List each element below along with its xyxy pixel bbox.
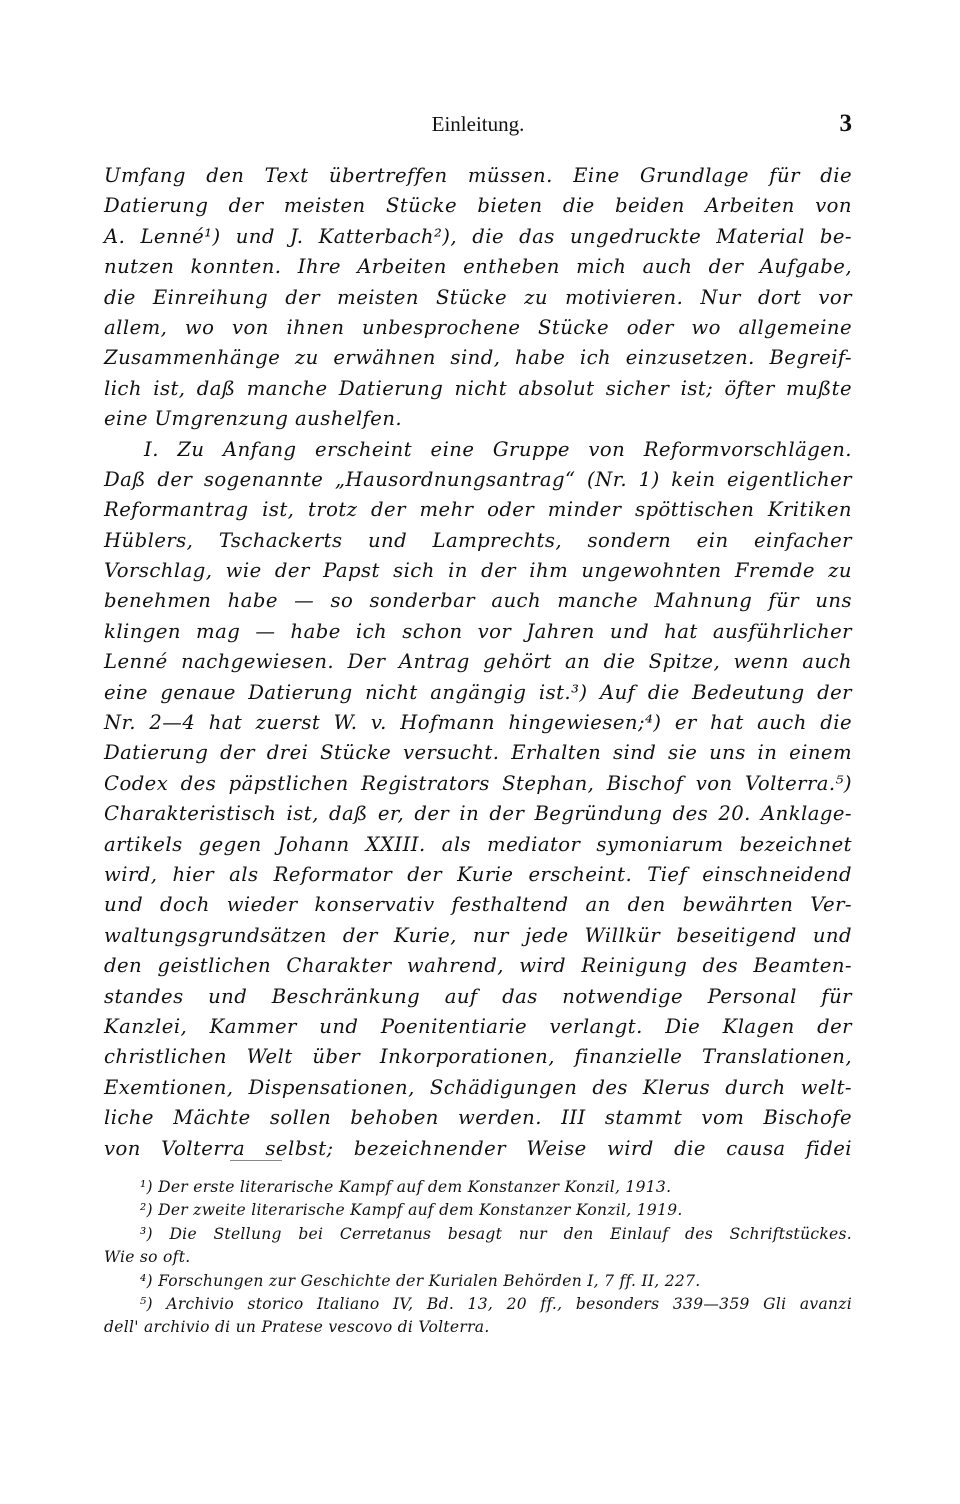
- body-line: von Volterra selbst; bezeichnender Weise wird die causa fidei: [104, 1136, 852, 1160]
- body-line: Datierung der drei Stücke versucht. Erhalten sind sie uns in einem: [104, 741, 852, 765]
- body-text: [104, 161, 852, 1164]
- body-line: Umfang den Text übertreffen müssen. Eine Grundlage für die: [104, 164, 852, 187]
- body-line: klingen mag — habe ich schon vor Jahren und hat ausführlicher: [104, 619, 852, 643]
- footnote-rule: [230, 1160, 282, 1161]
- body-line: Reformantrag ist, trotz der mehr oder minder spöttischen Kritiken: [104, 498, 852, 522]
- footnotes: [104, 1176, 852, 1340]
- body-line: benehmen habe — so sonderbar auch manche Mahnung für uns: [104, 589, 852, 613]
- body-line: Exemtionen, Dispensationen, Schädigungen des Klerus durch welt-: [104, 1075, 852, 1099]
- footnote-4: ⁴) Forschungen zur Geschichte der Kurialen Behörden I, 7 ff. II, 227.: [140, 1271, 701, 1290]
- body-line: eine Umgrenzung aushelfen.: [104, 407, 403, 431]
- body-line: wird, hier als Reformator der Kurie erscheint. Tief einschneidend: [104, 862, 852, 886]
- running-title: Einleitung.: [431, 112, 525, 136]
- body-line: artikels gegen Johann XXIII. als mediator symoniarum bezeichnet: [104, 832, 852, 856]
- footnote-3: ³) Die Stellung bei Cerretanus besagt nur den Einlauf des Schriftstückes.: [140, 1224, 852, 1243]
- body-line: Vorschlag, wie der Papst sich in der ihm ungewohnten Fremde zu: [104, 559, 852, 583]
- body-line: standes und Beschränkung auf das notwendige Personal für: [104, 984, 852, 1008]
- body-line: A. Lenné¹) und J. Katterbach²), die das ungedruckte Material be-: [104, 224, 852, 248]
- body-line: den geistlichen Charakter wahrend, wird Reinigung des Beamten-: [104, 954, 852, 978]
- running-head: [104, 110, 852, 144]
- body-line: Kanzlei, Kammer und Poenitentiarie verlangt. Die Klagen der: [104, 1014, 852, 1038]
- body-line: allem, wo von ihnen unbesprochene Stücke oder wo allgemeine: [104, 315, 852, 339]
- footnote-5-continued: dell' archivio di un Pratese vescovo di Volterra.: [104, 1318, 490, 1337]
- footnote-3-continued: Wie so oft.: [104, 1248, 191, 1267]
- body-line: Datierung der meisten Stücke bieten die beiden Arbeiten von: [104, 194, 852, 218]
- body-line: und doch wieder konservativ festhaltend an den bewährten Ver-: [104, 893, 852, 917]
- body-line: Zusammenhänge zu erwähnen sind, habe ich einzusetzen. Begreif-: [104, 346, 852, 370]
- page-number: 3: [839, 110, 852, 137]
- body-line: Daß der sogenannte „Hausordnungsantrag“ (Nr. 1) kein eigentlicher: [104, 467, 852, 491]
- body-line: Hüblers, Tschackerts und Lamprechts, sondern ein einfacher: [104, 528, 852, 552]
- body-line: eine genaue Datierung nicht angängig ist.³) Auf die Bedeutung der: [104, 680, 852, 704]
- body-line: christlichen Welt über Inkorporationen, finanzielle Translationen,: [104, 1045, 852, 1069]
- body-line: Charakteristisch ist, daß er, der in der Begründung des 20. Anklage-: [104, 802, 852, 826]
- footnote-1: ¹) Der erste literarische Kampf auf dem Konstanzer Konzil, 1913.: [140, 1178, 672, 1196]
- body-line: nutzen konnten. Ihre Arbeiten entheben mich auch der Aufgabe,: [104, 255, 852, 279]
- footnote-5: ⁵) Archivio storico Italiano IV, Bd. 13, 20 ff., besonders 339—359 Gli avanzi: [140, 1294, 852, 1313]
- body-line: Lenné nachgewiesen. Der Antrag gehört an die Spitze, wenn auch: [104, 650, 852, 674]
- body-line: lich ist, daß manche Datierung nicht absolut sicher ist; öfter mußte: [104, 376, 852, 400]
- body-line: Nr. 2—4 hat zuerst W. v. Hofmann hingewiesen;⁴) er hat auch die: [104, 711, 852, 735]
- body-line: liche Mächte sollen behoben werden. III stammt vom Bischofe: [104, 1106, 852, 1130]
- body-line: Codex des päpstlichen Registrators Stephan, Bischof von Volterra.⁵): [104, 771, 852, 795]
- body-line: die Einreihung der meisten Stücke zu motivieren. Nur dort vor: [104, 285, 852, 309]
- body-line: waltungsgrundsätzen der Kurie, nur jede Willkür beseitigend und: [104, 923, 852, 947]
- footnote-2: ²) Der zweite literarische Kampf auf dem Konstanzer Konzil, 1919.: [140, 1201, 683, 1220]
- body-line: I. Zu Anfang erscheint eine Gruppe von Reformvorschlägen.: [144, 437, 852, 461]
